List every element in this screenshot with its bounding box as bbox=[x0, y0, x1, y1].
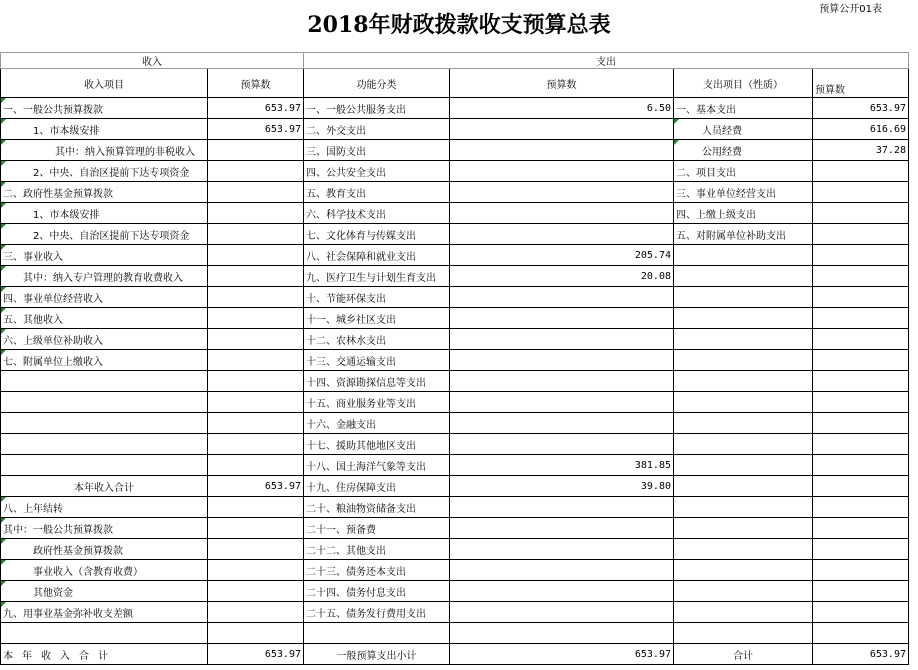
expense-item-cell: 二、项目支出 bbox=[674, 161, 813, 182]
budget-table bbox=[0, 52, 909, 665]
expense-item-cell bbox=[674, 413, 813, 434]
income-item-cell bbox=[1, 413, 208, 434]
expense-item-cell bbox=[674, 371, 813, 392]
table-row bbox=[1, 287, 909, 308]
expense-budget-cell bbox=[813, 455, 909, 476]
function-budget-cell bbox=[450, 623, 674, 644]
expense-total-label: 合计 bbox=[674, 644, 813, 665]
income-budget-cell bbox=[208, 560, 304, 581]
expense-budget-cell bbox=[813, 497, 909, 518]
income-total-label: 本年收入合计 bbox=[1, 644, 208, 665]
income-item-cell: 其中：纳入预算管理的非税收入 bbox=[1, 140, 208, 161]
income-item-cell: 九、用事业基金弥补收支差额 bbox=[1, 602, 208, 623]
function-class-cell: 二十三、债务还本支出 bbox=[304, 560, 450, 581]
function-class-cell: 三、国防支出 bbox=[304, 140, 450, 161]
function-budget-cell bbox=[450, 371, 674, 392]
function-budget-cell bbox=[450, 287, 674, 308]
table-row bbox=[1, 539, 909, 560]
function-class-cell: 十二、农林水支出 bbox=[304, 329, 450, 350]
income-item-cell bbox=[1, 623, 208, 644]
table-row bbox=[1, 182, 909, 203]
income-budget-cell bbox=[208, 497, 304, 518]
expense-budget-cell: 616.69 bbox=[813, 119, 909, 140]
function-budget-cell bbox=[450, 182, 674, 203]
table-row-total bbox=[1, 644, 909, 665]
function-budget-cell bbox=[450, 350, 674, 371]
table-row bbox=[1, 476, 909, 497]
income-budget-cell bbox=[208, 308, 304, 329]
income-item-cell bbox=[1, 455, 208, 476]
expense-budget-cell bbox=[813, 350, 909, 371]
table-row bbox=[1, 161, 909, 182]
function-class-cell: 十五、商业服务业等支出 bbox=[304, 392, 450, 413]
expense-budget-cell bbox=[813, 476, 909, 497]
function-class-cell: 十九、住房保障支出 bbox=[304, 476, 450, 497]
income-budget-cell bbox=[208, 140, 304, 161]
expense-budget-cell bbox=[813, 329, 909, 350]
expense-budget-cell bbox=[813, 182, 909, 203]
income-budget-cell bbox=[208, 455, 304, 476]
expense-budget-cell bbox=[813, 308, 909, 329]
income-item-cell: 其他资金 bbox=[1, 581, 208, 602]
income-item-cell: 1、市本级安排 bbox=[1, 203, 208, 224]
table-row bbox=[1, 497, 909, 518]
income-item-cell: 二、政府性基金预算拨款 bbox=[1, 182, 208, 203]
table-row bbox=[1, 602, 909, 623]
income-budget-cell bbox=[208, 623, 304, 644]
function-class-cell: 十三、交通运输支出 bbox=[304, 350, 450, 371]
income-item-cell: 六、上级单位补助收入 bbox=[1, 329, 208, 350]
income-subtotal-label: 本年收入合计 bbox=[1, 476, 208, 497]
income-budget-cell: 653.97 bbox=[208, 476, 304, 497]
income-budget-cell bbox=[208, 203, 304, 224]
table-row bbox=[1, 119, 909, 140]
function-budget-cell bbox=[450, 203, 674, 224]
expense-budget-cell bbox=[813, 161, 909, 182]
expense-budget-cell bbox=[813, 371, 909, 392]
col-header-expense-budget bbox=[813, 69, 909, 98]
income-budget-cell bbox=[208, 581, 304, 602]
income-section-header: 收入 bbox=[1, 53, 304, 69]
function-budget-cell bbox=[450, 224, 674, 245]
table-row bbox=[1, 203, 909, 224]
expense-item-cell bbox=[674, 497, 813, 518]
expense-budget-cell bbox=[813, 518, 909, 539]
table-row bbox=[1, 308, 909, 329]
function-budget-cell bbox=[450, 161, 674, 182]
expense-budget-cell: 37.28 bbox=[813, 140, 909, 161]
expense-budget-cell bbox=[813, 581, 909, 602]
income-item-cell: 事业收入（含教育收费） bbox=[1, 560, 208, 581]
expense-item-cell bbox=[674, 329, 813, 350]
income-budget-cell bbox=[208, 329, 304, 350]
col-header-income-item: 收入项目 bbox=[1, 69, 208, 98]
table-row bbox=[1, 140, 909, 161]
function-budget-cell bbox=[450, 518, 674, 539]
table-row bbox=[1, 98, 909, 119]
expense-item-cell bbox=[674, 518, 813, 539]
function-budget-cell: 6.50 bbox=[450, 98, 674, 119]
function-budget-cell bbox=[450, 560, 674, 581]
function-class-cell: 二十一、预备费 bbox=[304, 518, 450, 539]
table-row bbox=[1, 224, 909, 245]
income-budget-cell bbox=[208, 539, 304, 560]
income-budget-cell bbox=[208, 518, 304, 539]
income-budget-cell bbox=[208, 266, 304, 287]
income-total-value: 653.97 bbox=[208, 644, 304, 665]
income-item-cell bbox=[1, 371, 208, 392]
table-row bbox=[1, 329, 909, 350]
col-header-income-budget: 预算数 bbox=[208, 69, 304, 98]
function-class-cell: 二、外交支出 bbox=[304, 119, 450, 140]
expense-item-cell bbox=[674, 476, 813, 497]
table-row bbox=[1, 392, 909, 413]
function-class-cell: 十、节能环保支出 bbox=[304, 287, 450, 308]
col-header-expense-item: 支出项目（性质） bbox=[674, 69, 813, 98]
income-item-cell: 四、事业单位经营收入 bbox=[1, 287, 208, 308]
function-class-cell: 十八、国土海洋气象等支出 bbox=[304, 455, 450, 476]
income-item-cell: 一、一般公共预算拨款 bbox=[1, 98, 208, 119]
function-class-cell: 六、科学技术支出 bbox=[304, 203, 450, 224]
expense-item-cell bbox=[674, 581, 813, 602]
expense-budget-cell bbox=[813, 392, 909, 413]
income-item-cell: 2、中央、自治区提前下达专项资金 bbox=[1, 161, 208, 182]
expense-budget-cell bbox=[813, 560, 909, 581]
function-class-cell: 十六、金融支出 bbox=[304, 413, 450, 434]
table-row bbox=[1, 560, 909, 581]
table-row bbox=[1, 518, 909, 539]
income-budget-cell bbox=[208, 161, 304, 182]
expense-item-cell bbox=[674, 287, 813, 308]
function-class-cell: 八、社会保障和就业支出 bbox=[304, 245, 450, 266]
expense-budget-cell bbox=[813, 245, 909, 266]
income-item-cell: 五、其他收入 bbox=[1, 308, 208, 329]
income-item-cell: 2、中央、自治区提前下达专项资金 bbox=[1, 224, 208, 245]
income-budget-cell: 653.97 bbox=[208, 98, 304, 119]
income-item-cell: 1、市本级安排 bbox=[1, 119, 208, 140]
function-budget-cell bbox=[450, 434, 674, 455]
expense-item-cell bbox=[674, 434, 813, 455]
col-header-function-class: 功能分类 bbox=[304, 69, 450, 98]
function-class-cell: 二十、粮油物资储备支出 bbox=[304, 497, 450, 518]
function-budget-cell bbox=[450, 539, 674, 560]
expense-item-cell: 五、对附属单位补助支出 bbox=[674, 224, 813, 245]
expense-budget-cell bbox=[813, 623, 909, 644]
function-budget-cell: 381.85 bbox=[450, 455, 674, 476]
function-budget-cell: 39.80 bbox=[450, 476, 674, 497]
function-subtotal-value: 653.97 bbox=[450, 644, 674, 665]
expense-item-cell: 人员经费 bbox=[674, 119, 813, 140]
table-row bbox=[1, 434, 909, 455]
expense-item-cell bbox=[674, 455, 813, 476]
expense-budget-cell bbox=[813, 602, 909, 623]
function-class-cell: 五、教育支出 bbox=[304, 182, 450, 203]
col-header-expense-budget-label: 预算数 bbox=[815, 84, 845, 96]
income-item-cell: 其中：纳入专户管理的教育收费收入 bbox=[1, 266, 208, 287]
expense-item-cell bbox=[674, 350, 813, 371]
function-class-cell: 二十四、债务付息支出 bbox=[304, 581, 450, 602]
income-item-cell: 其中：一般公共预算拨款 bbox=[1, 518, 208, 539]
col-header-function-budget: 预算数 bbox=[450, 69, 674, 98]
section-header-row bbox=[1, 53, 909, 69]
function-class-cell: 一、一般公共服务支出 bbox=[304, 98, 450, 119]
function-budget-cell bbox=[450, 413, 674, 434]
function-class-cell: 二十五、债务发行费用支出 bbox=[304, 602, 450, 623]
table-row bbox=[1, 623, 909, 644]
expense-item-cell: 公用经费 bbox=[674, 140, 813, 161]
function-class-cell: 七、文化体育与传媒支出 bbox=[304, 224, 450, 245]
expense-item-cell bbox=[674, 602, 813, 623]
function-class-cell: 二十二、其他支出 bbox=[304, 539, 450, 560]
table-row bbox=[1, 266, 909, 287]
expense-item-cell: 三、事业单位经营支出 bbox=[674, 182, 813, 203]
expense-item-cell bbox=[674, 245, 813, 266]
expense-section-header: 支出 bbox=[304, 53, 909, 69]
table-row bbox=[1, 371, 909, 392]
income-budget-cell bbox=[208, 434, 304, 455]
income-budget-cell bbox=[208, 245, 304, 266]
income-budget-cell bbox=[208, 224, 304, 245]
column-header-row bbox=[1, 69, 909, 98]
expense-budget-cell bbox=[813, 287, 909, 308]
function-budget-cell: 20.08 bbox=[450, 266, 674, 287]
table-row bbox=[1, 455, 909, 476]
function-class-cell: 十四、资源勘探信息等支出 bbox=[304, 371, 450, 392]
table-row bbox=[1, 413, 909, 434]
income-budget-cell bbox=[208, 371, 304, 392]
function-budget-cell bbox=[450, 581, 674, 602]
expense-budget-cell bbox=[813, 266, 909, 287]
income-item-cell: 八、上年结转 bbox=[1, 497, 208, 518]
expense-item-cell: 一、基本支出 bbox=[674, 98, 813, 119]
table-row bbox=[1, 350, 909, 371]
expense-item-cell bbox=[674, 308, 813, 329]
function-budget-cell bbox=[450, 497, 674, 518]
income-item-cell: 三、事业收入 bbox=[1, 245, 208, 266]
income-item-cell bbox=[1, 434, 208, 455]
income-budget-cell: 653.97 bbox=[208, 119, 304, 140]
expense-budget-cell bbox=[813, 434, 909, 455]
function-budget-cell: 205.74 bbox=[450, 245, 674, 266]
table-row bbox=[1, 245, 909, 266]
expense-budget-cell bbox=[813, 539, 909, 560]
function-class-cell: 四、公共安全支出 bbox=[304, 161, 450, 182]
table-code-label: 预算公开01表 bbox=[819, 4, 882, 15]
expense-item-cell bbox=[674, 539, 813, 560]
expense-budget-cell bbox=[813, 224, 909, 245]
income-budget-cell bbox=[208, 182, 304, 203]
function-budget-cell bbox=[450, 140, 674, 161]
expense-item-cell bbox=[674, 266, 813, 287]
function-budget-cell bbox=[450, 308, 674, 329]
expense-budget-cell: 653.97 bbox=[813, 98, 909, 119]
income-budget-cell bbox=[208, 392, 304, 413]
income-budget-cell bbox=[208, 287, 304, 308]
function-budget-cell bbox=[450, 602, 674, 623]
expense-item-cell: 四、上缴上级支出 bbox=[674, 203, 813, 224]
income-item-cell: 七、附属单位上缴收入 bbox=[1, 350, 208, 371]
table-row bbox=[1, 581, 909, 602]
function-budget-cell bbox=[450, 329, 674, 350]
function-class-cell: 十一、城乡社区支出 bbox=[304, 308, 450, 329]
function-budget-cell bbox=[450, 392, 674, 413]
expense-item-cell bbox=[674, 560, 813, 581]
page-title: 2018年财政拨款收支预算总表 bbox=[307, 12, 611, 38]
income-item-cell: 政府性基金预算拨款 bbox=[1, 539, 208, 560]
expense-item-cell bbox=[674, 392, 813, 413]
function-class-cell: 十七、援助其他地区支出 bbox=[304, 434, 450, 455]
expense-budget-cell bbox=[813, 413, 909, 434]
function-class-cell: 九、医疗卫生与计划生育支出 bbox=[304, 266, 450, 287]
function-class-cell bbox=[304, 623, 450, 644]
income-budget-cell bbox=[208, 413, 304, 434]
income-item-cell bbox=[1, 392, 208, 413]
income-budget-cell bbox=[208, 350, 304, 371]
expense-item-cell bbox=[674, 623, 813, 644]
income-budget-cell bbox=[208, 602, 304, 623]
function-budget-cell bbox=[450, 119, 674, 140]
expense-total-value: 653.97 bbox=[813, 644, 909, 665]
expense-budget-cell bbox=[813, 203, 909, 224]
function-subtotal-label: 一般预算支出小计 bbox=[304, 644, 450, 665]
